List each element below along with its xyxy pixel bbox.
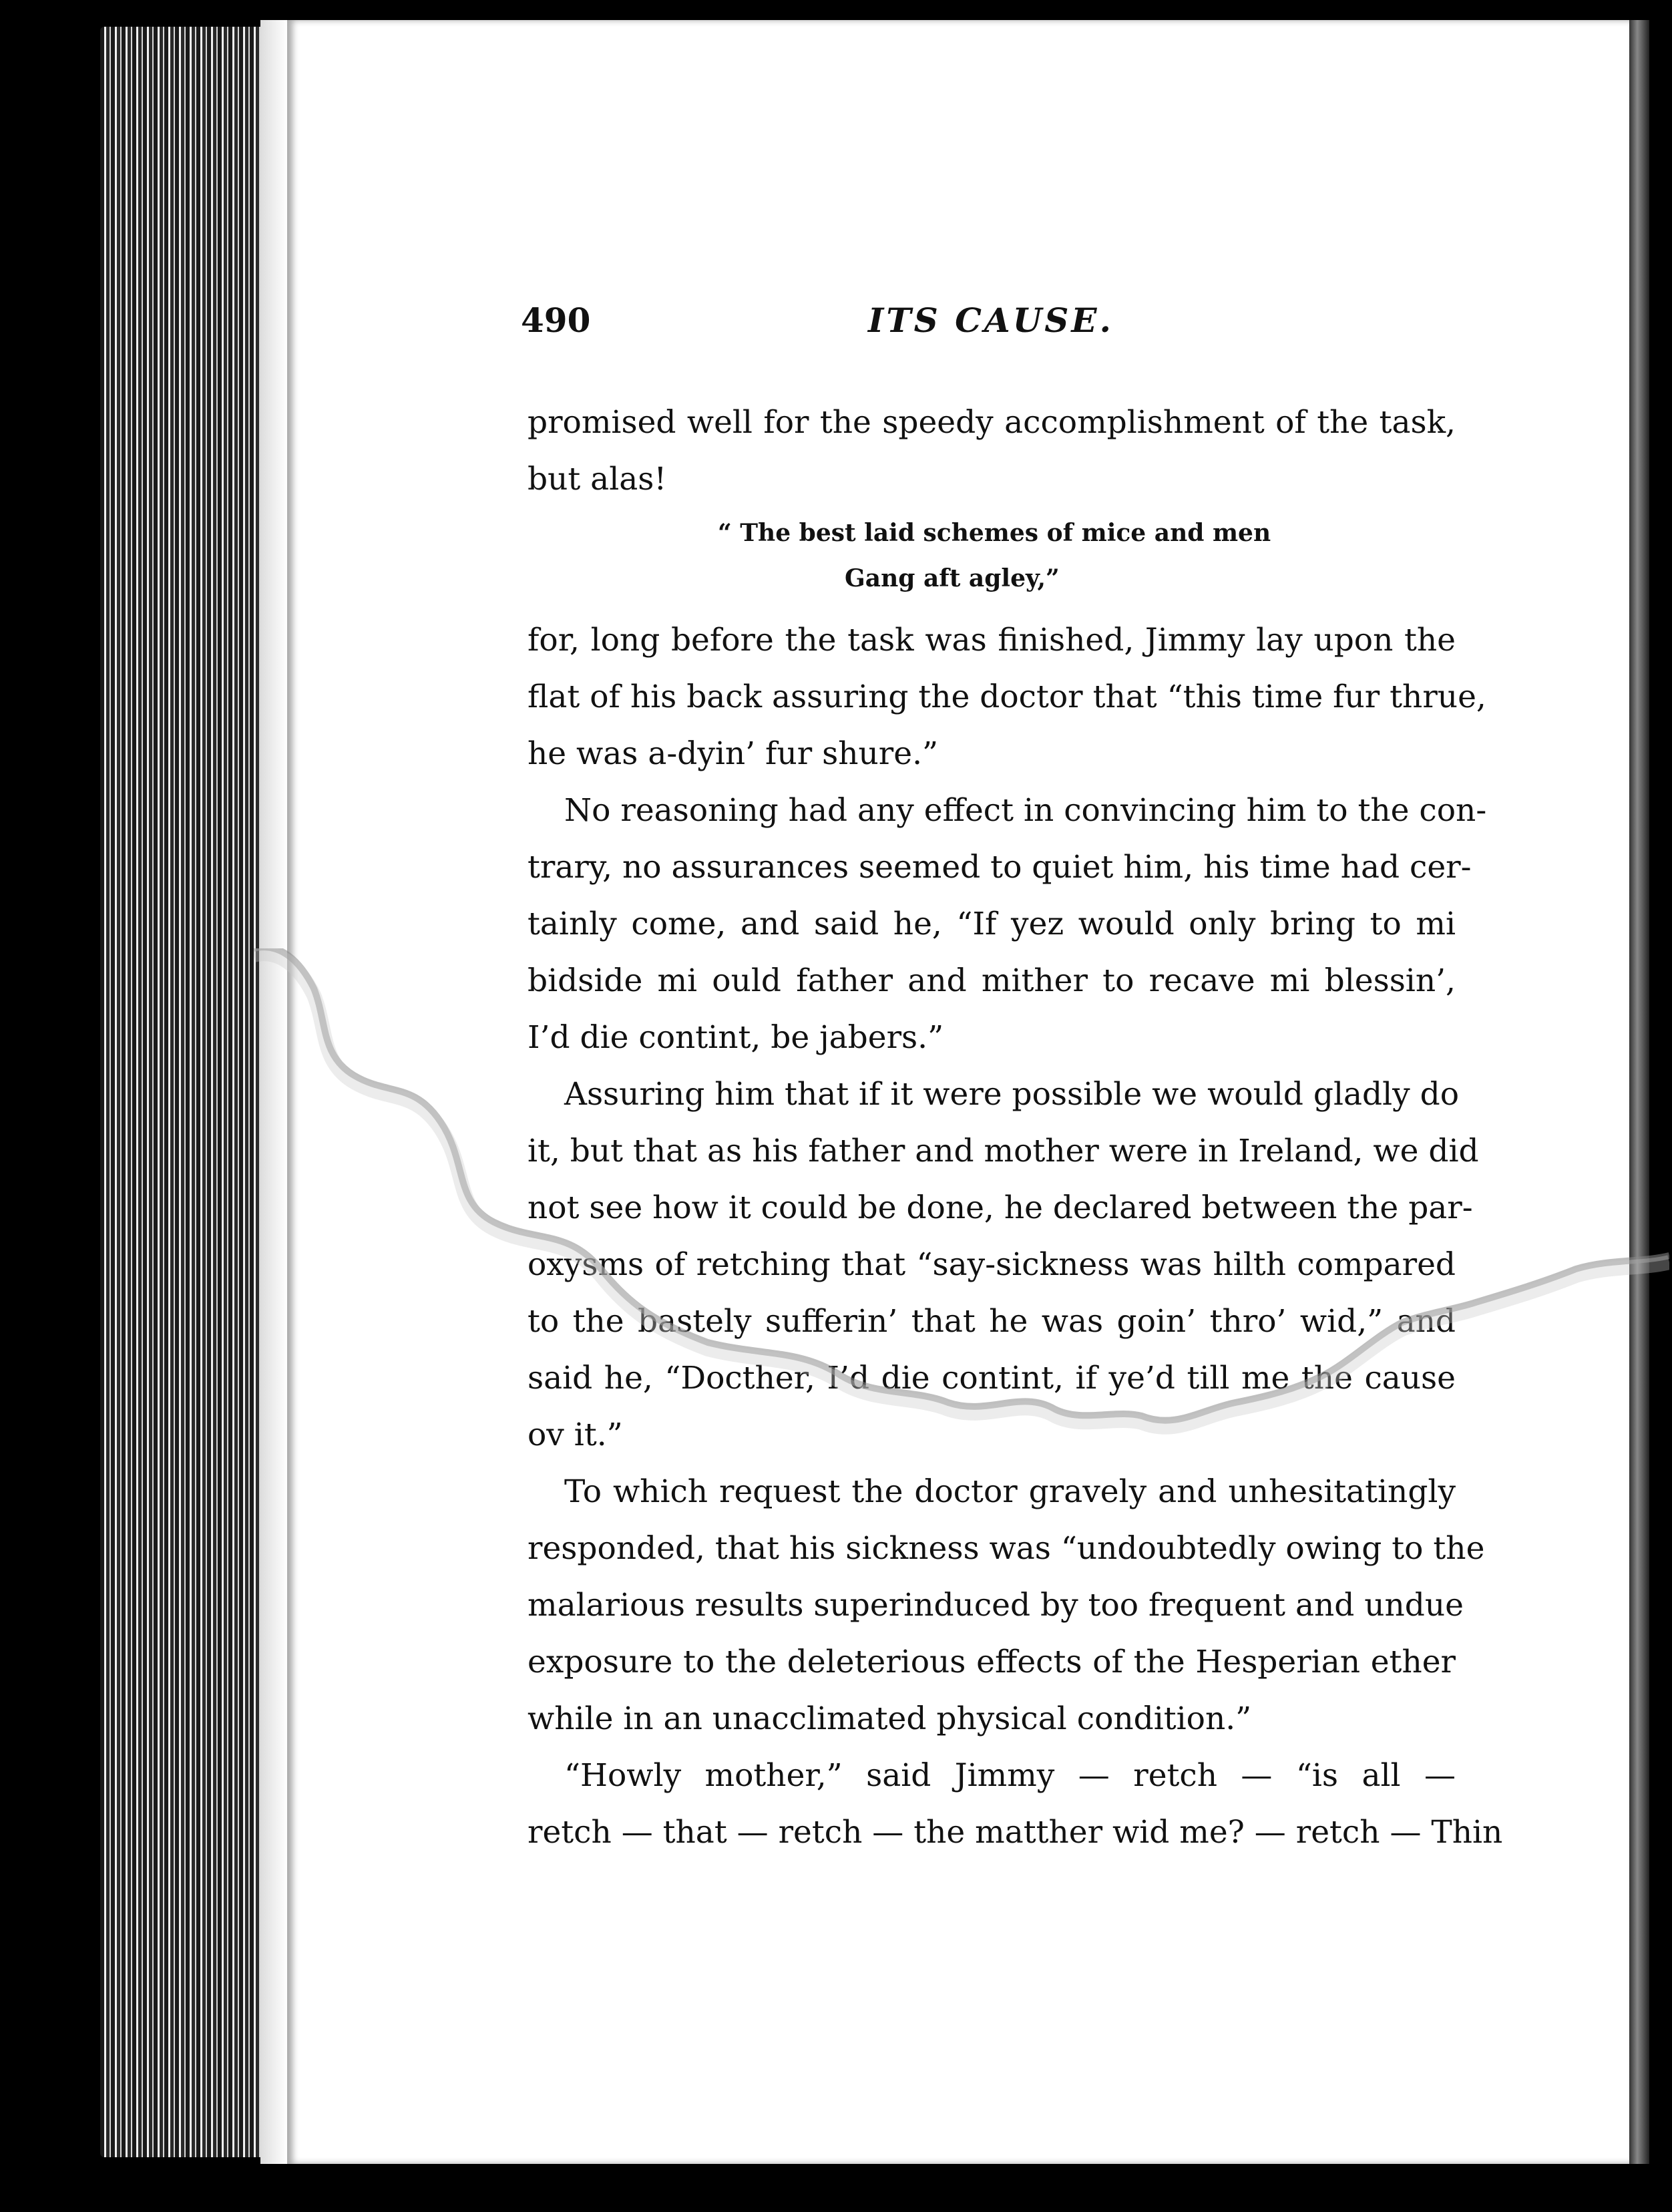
text-line: To which request the doctor gravely and unhesitatingly (564, 1473, 1456, 1510)
verse-line: “ The best laid schemes of mice and men (718, 519, 1271, 547)
text-line: for, long before the task was finished, Jimmy lay upon the (528, 622, 1456, 659)
text-line: responded, that his sickness was “undoubtedly owing to the (528, 1530, 1485, 1567)
verse-line: Gang aft agley,” (845, 564, 1060, 592)
page-gutter (260, 20, 287, 2164)
text-line: but alas! (528, 461, 667, 498)
running-head: ITS CAUSE. (868, 301, 1114, 340)
text-line: “Howly mother,” said Jimmy — retch — “is all — (564, 1757, 1456, 1794)
text-line: tainly come, and said he, “If yez would only bring to mi (528, 906, 1456, 942)
text-line: flat of his back assuring the doctor that “this time fur thrue, (528, 679, 1486, 715)
body-text (528, 394, 1503, 1861)
verse-quotation (528, 508, 1456, 612)
text-line: said he, “Docther, I’d die contint, if ye’d till me the cause (528, 1360, 1456, 1397)
text-line: oxysms of retching that “say-sickness was hilth compared (528, 1246, 1456, 1283)
text-line: I’d die contint, be jabers.” (528, 1019, 944, 1056)
text-line: exposure to the deleterious effects of the Hesperian ether (528, 1644, 1456, 1680)
next-page-edge (1629, 20, 1649, 2164)
text-line: bidside mi ould father and mither to recave mi blessin’, (528, 962, 1456, 999)
text-line: malarious results superinduced by too frequent and undue (528, 1587, 1464, 1624)
text-line: it, but that as his father and mother were in Ireland, we did (528, 1133, 1479, 1169)
text-line: retch — that — retch — the matther wid me? — retch — Thin (528, 1814, 1503, 1851)
text-line: trary, no assurances seemed to quiet him, his time had cer- (528, 849, 1472, 886)
text-line: he was a-dyin’ fur shure.” (528, 735, 939, 772)
text-line: while in an unacclimated physical condition.” (528, 1700, 1252, 1737)
text-line: not see how it could be done, he declared between the par- (528, 1189, 1473, 1226)
text-line: Assuring him that if it were possible we would gladly do (564, 1076, 1460, 1113)
book-page (287, 20, 1629, 2164)
page-number: 490 (521, 301, 591, 340)
text-line: promised well for the speedy accomplishment of the task, (528, 404, 1456, 441)
text-line: to the bastely sufferin’ that he was goin’ thro’ wid,” and (528, 1303, 1456, 1340)
text-line: ov it.” (528, 1417, 623, 1453)
page-header (287, 301, 1629, 354)
text-line: No reasoning had any effect in convincing him to the con- (564, 792, 1487, 829)
